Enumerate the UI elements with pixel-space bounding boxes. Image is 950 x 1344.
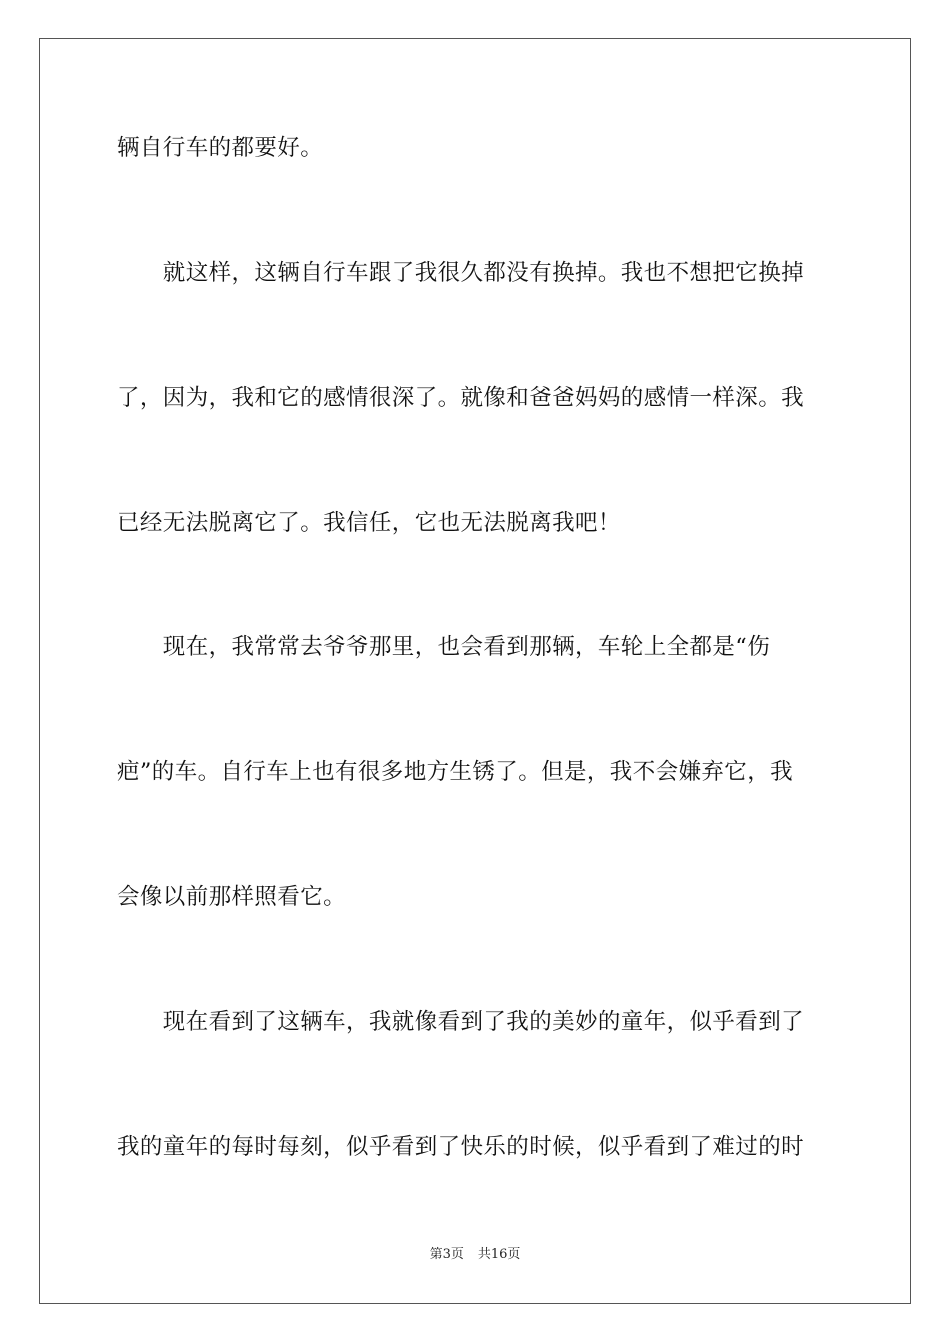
text-line: 现在看到了这辆车，我就像看到了我的美妙的童年，似乎看到了 [117,1009,805,1035]
text-line: 就这样，这辆自行车跟了我很久都没有换掉。我也不想把它换掉 [117,260,805,286]
text-line: 已经无法脱离它了。我信任，它也无法脱离我吧！ [117,510,621,536]
page-border [39,38,911,1304]
text-line: 我的童年的每时每刻，似乎看到了快乐的时候，似乎看到了难过的时 [117,1134,805,1160]
text-line: 现在，我常常去爷爷那里，也会看到那辆，车轮上全都是“伤 [117,634,771,660]
text-line: 会像以前那样照看它。 [117,884,347,910]
page-number: 第3页 [429,1247,464,1262]
text-line: 疤”的车。自行车上也有很多地方生锈了。但是，我不会嫌弃它，我 [117,759,794,785]
text-line: 了，因为，我和它的感情很深了。就像和爸爸妈妈的感情一样深。我 [117,385,805,411]
page-footer [0,1246,950,1264]
page-total: 共16页 [477,1247,521,1262]
text-line: 辆自行车的都要好。 [117,135,324,161]
